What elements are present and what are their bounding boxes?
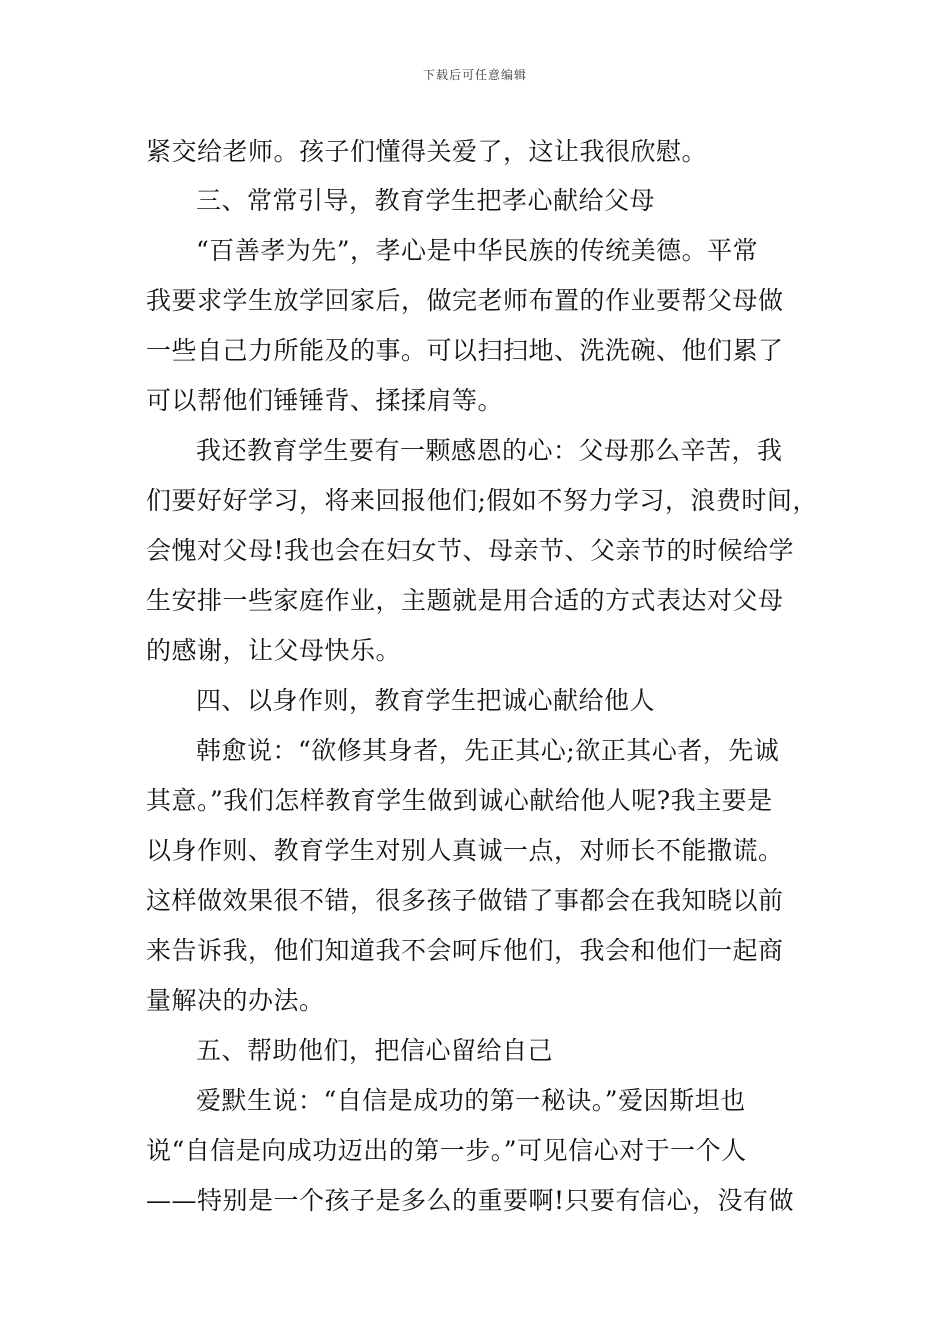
text-line: 的感谢，让父母快乐。 <box>146 636 402 665</box>
text-line: 我要求学生放学回家后，做完老师布置的作业要帮父母做 <box>146 286 784 315</box>
text-line: 这样做效果很不错，很多孩子做错了事都会在我知晓以前 <box>146 886 784 915</box>
page-header: 下载后可任意编辑 <box>422 68 527 82</box>
text-line: 可以帮他们锤锤背、揉揉肩等。 <box>146 386 504 415</box>
text-line: 来告诉我，他们知道我不会呵斥他们，我会和他们一起商 <box>146 936 784 965</box>
text-line: “百善孝为先”，孝心是中华民族的传统美德。平常 <box>196 236 759 265</box>
text-line: 生安排一些家庭作业，主题就是用合适的方式表达对父母 <box>146 586 784 615</box>
section-heading: 三、常常引导，教育学生把孝心献给父母 <box>196 186 656 215</box>
text-line: 爱默生说：“自信是成功的第一秘诀。”爱因斯坦也 <box>196 1086 746 1115</box>
text-line: 们要好好学习，将来回报他们;假如不努力学习，浪费时间， <box>146 486 818 515</box>
text-line: 以身作则、教育学生对别人真诚一点，对师长不能撒谎。 <box>146 836 784 865</box>
text-line: 韩愈说：“欲修其身者，先正其心;欲正其心者，先诚 <box>196 736 780 765</box>
text-line: 其意。”我们怎样教育学生做到诚心献给他人呢?我主要是 <box>146 786 773 815</box>
text-line: ——特别是一个孩子是多么的重要啊!只要有信心，没有做 <box>146 1186 795 1215</box>
text-line: 紧交给老师。孩子们懂得关爱了，这让我很欣慰。 <box>146 137 708 166</box>
text-line: 说“自信是向成功迈出的第一步。”可见信心对于一个人 <box>146 1136 747 1165</box>
section-heading: 四、以身作则，教育学生把诚心献给他人 <box>196 686 656 715</box>
text-line: 会愧对父母!我也会在妇女节、母亲节、父亲节的时候给学 <box>146 536 795 565</box>
text-line: 我还教育学生要有一颗感恩的心：父母那么辛苦，我 <box>196 436 783 465</box>
text-line: 一些自己力所能及的事。可以扫扫地、洗洗碗、他们累了 <box>146 336 784 365</box>
text-line: 量解决的办法。 <box>146 986 325 1015</box>
section-heading: 五、帮助他们，把信心留给自己 <box>196 1036 554 1065</box>
